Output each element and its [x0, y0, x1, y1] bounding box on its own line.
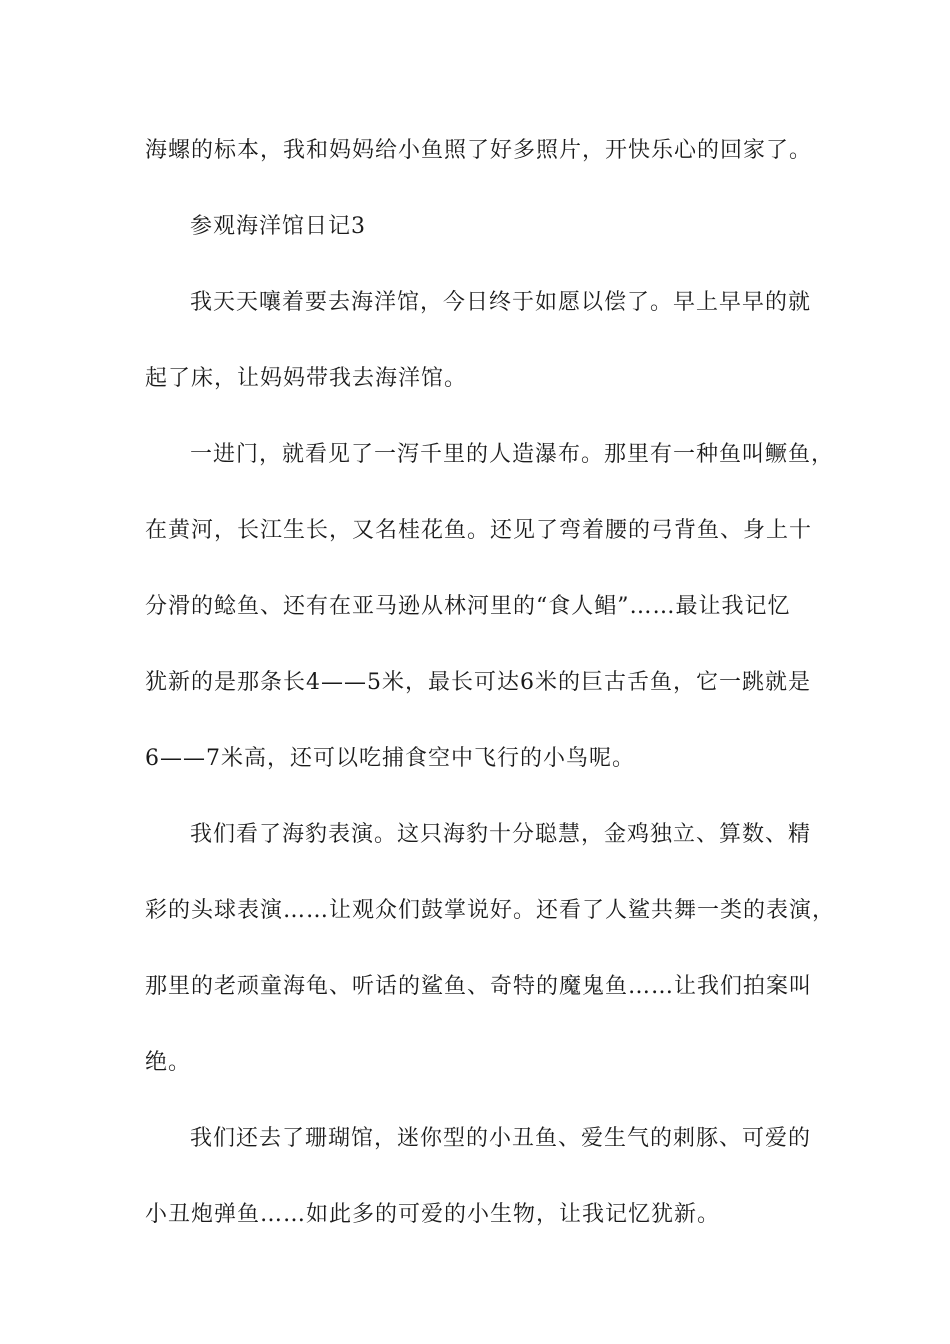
- paragraph-line: 小丑炮弹鱼……如此多的可爱的小生物，让我记忆犹新。: [145, 1202, 721, 1227]
- section-title: 参观海洋馆日记3: [190, 214, 366, 239]
- paragraph-line: 6——7米高，还可以吃捕食空中飞行的小鸟呢。: [145, 746, 635, 771]
- paragraph-line: 起了床，让妈妈带我去海洋馆。: [145, 366, 468, 391]
- paragraph-line: 我们还去了珊瑚馆，迷你型的小丑鱼、爱生气的刺豚、可爱的: [190, 1126, 812, 1151]
- paragraph-line: 彩的头球表演……让观众们鼓掌说好。还看了人鲨共舞一类的表演，: [145, 898, 836, 923]
- paragraph-line: 我天天嚷着要去海洋馆，今日终于如愿以偿了。早上早早的就: [190, 290, 812, 315]
- paragraph-line: 在黄河，长江生长，又名桂花鱼。还见了弯着腰的弓背鱼、身上十: [145, 518, 813, 543]
- paragraph-line: 一进门，就看见了一泻千里的人造瀑布。那里有一种鱼叫鳜鱼，: [190, 442, 835, 467]
- paragraph-line: 绝。: [145, 1050, 192, 1075]
- paragraph-line: 分滑的鲶鱼、还有在亚马逊从林河里的“食人鲳”……最让我记忆: [145, 594, 791, 619]
- paragraph-line: 犹新的是那条长4——5米，最长可达6米的巨古舌鱼，它一跳就是: [145, 670, 811, 695]
- paragraph-line: 海螺的标本，我和妈妈给小鱼照了好多照片，开快乐心的回家了。: [145, 138, 813, 163]
- paragraph-line: 那里的老顽童海龟、听话的鲨鱼、奇特的魔鬼鱼……让我们拍案叫: [145, 974, 813, 999]
- paragraph-line: 我们看了海豹表演。这只海豹十分聪慧，金鸡独立、算数、精: [190, 822, 812, 847]
